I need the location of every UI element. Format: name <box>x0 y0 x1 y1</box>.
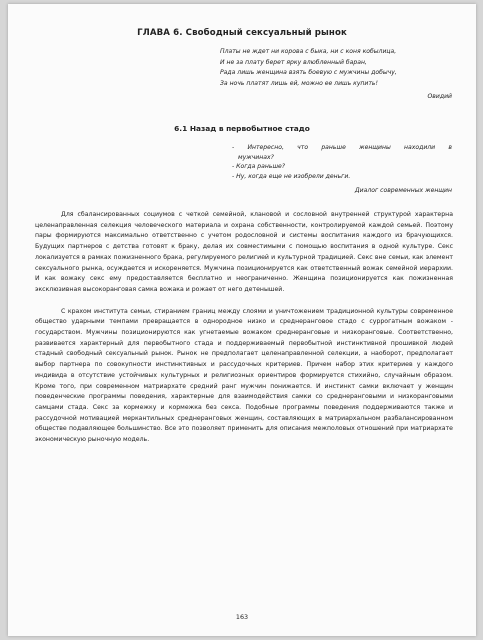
epigraph <box>220 47 452 103</box>
dialogue-line: - Ну, когда еще не изобрели деньги. <box>232 172 351 180</box>
dialogue-line: мужчинах? <box>238 153 274 161</box>
chapter-title: ГЛАВА 6. Свободный сексуальный рынок <box>137 28 347 38</box>
epigraph-line: Рада лишь женщина взять боевую с мужчины добычу, <box>220 69 397 77</box>
section-title: 6.1 Назад в первобытное стадо <box>174 124 310 133</box>
dialogue-line: - Когда раньше? <box>232 163 286 171</box>
body-text <box>35 210 453 446</box>
dialogue-line: - Интересно, что раньше женщины находили в <box>232 144 452 151</box>
dialogue-epigraph <box>232 143 452 196</box>
document-page <box>8 4 476 636</box>
dialogue-author: Диалог современных женщин <box>354 187 452 195</box>
epigraph-line: И не за плату берет ярку влюбленный баран, <box>220 58 367 66</box>
epigraph-line: За ночь платят лишь ей, можно ее лишь купить! <box>220 79 378 87</box>
page-number: 163 <box>235 613 249 621</box>
epigraph-author: Овидий <box>427 93 452 101</box>
paragraph: Для сбалансированных социумов с четкой семейной, клановой и сословной внутренней структурой характерна целенаправленная селекция человеческого материала и охрана собственности, контролируемой каждой семьей. Поэтому пары формируются максимально ответственно с учетом родословной и системы воспитания каждого из брачующихся. Будущих партнеров с детства готовят к браку, делая их совместимыми с помощью воспитания в одной культуре. Секс локализуется в рамках пожизненного брака, регулируемого религией и культурной традицией. Секс вне семьи, как элемент сексуального рынка, осуждается и искореняется. Мужчина позиционируется как ответственный вожак семейной иерархии. И как вожаку секс ему предоставляется бесплатно и неограниченно. Женщина позиционируется как пожизненная эксклюзивная высокоранговая самка вожака и рожает от него детенышей. <box>35 211 453 293</box>
epigraph-line: Платы не ждет ни корова с быка, ни с коня кобылица, <box>220 48 397 55</box>
paragraph: С крахом института семьи, стиранием границ между слоями и уничтожением традиционной культуры современное общество ударными темпами превращается в однородное низко и среднеранговое стадо с суррогатным вожаком - государством. Мужчины позиционируются как угнетаемые вожаком среднеранговые и низкоранговые. Соответственно, развивается характерный для первобытного стада и поддерживаемый первобытной инстинктивной прошивкой людей стадный свободный сексуальный рынок. Рынок не предполагает целенаправленной селекции, а наоборот, предполагает выбор партнера по совокупности инстинктивных и рассудочных критериев. Причем набор этих критериев у каждого индивида в отсутствие устойчивых культурных и религиозных ориентиров формируется стихийно, случайным образом. Кроме того, при современном матриархате средний ранг мужчин понижается. И инстинкт самки включает у женщин поведенческие программы поведения, характерные для взаимодействия самки со среднеранговыми и низкоранговыми самцами стада. Секс за кормежку и кормежка без секса. Подобные программы поведения поддерживаются также и рассудочной мотивацией меркантильных среднеранговых женщин, составляющих в матриархальном разбалансированном обществе подавляющее большинство. Все это позволяет применить для описания межполовых отношений при матриархате экономическую рыночную модель. <box>35 307 453 444</box>
